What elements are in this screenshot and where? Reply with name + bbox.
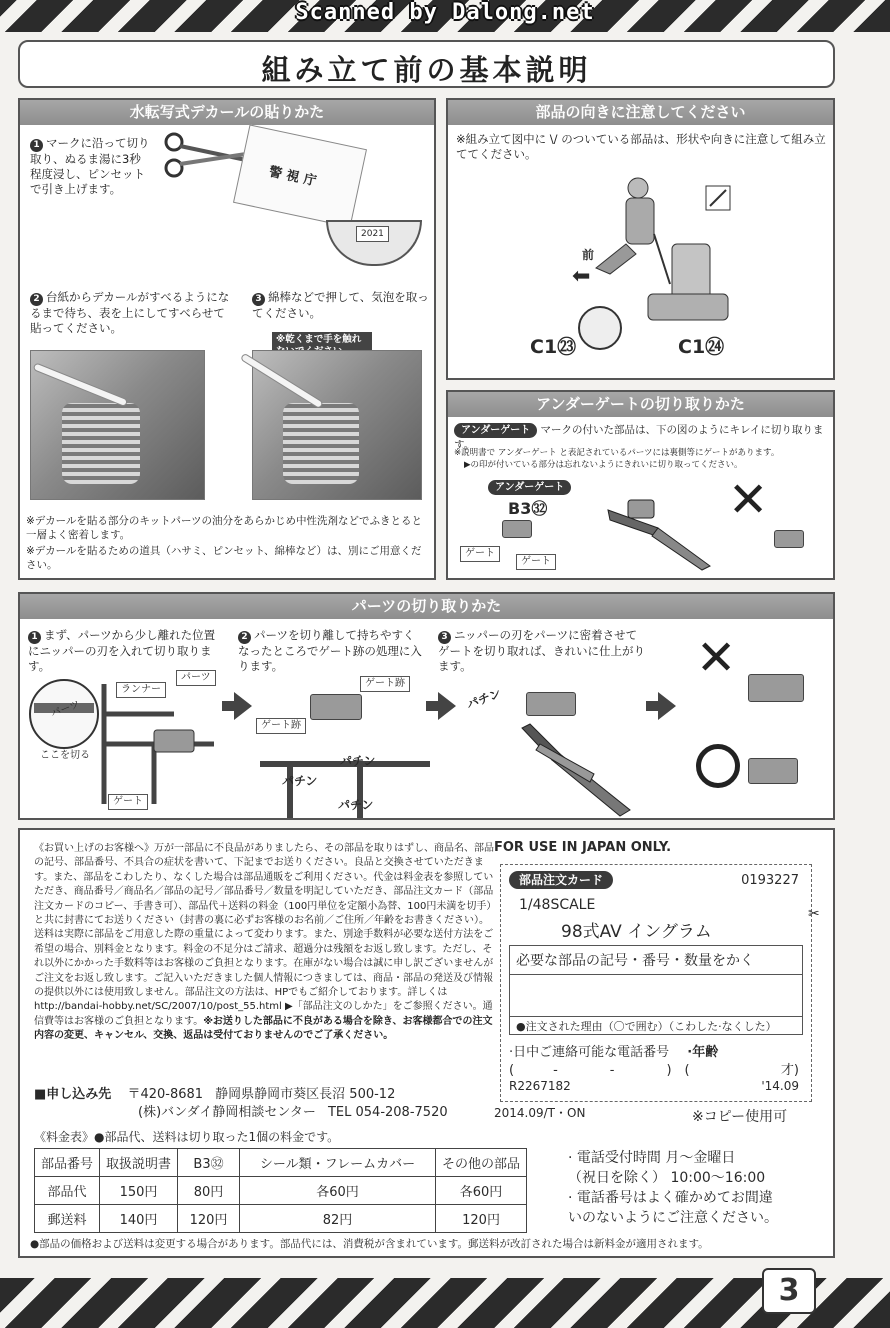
wrong-x-icon: ✕ bbox=[728, 472, 769, 528]
decal-note2: ※デカールを貼るための道具（ハサミ、ピンセット、綿棒など）は、別にご用意ください。 bbox=[26, 545, 422, 571]
decal-panel bbox=[18, 98, 436, 580]
water-bowl bbox=[326, 220, 422, 266]
table-row bbox=[35, 1205, 527, 1233]
card-badge: 部品注文カード bbox=[509, 871, 613, 889]
step-arrow-icon bbox=[658, 692, 676, 720]
apply-label: ■申し込み先 bbox=[34, 1087, 112, 1102]
dry-note: ※乾くまで手を触れ bbox=[272, 332, 372, 360]
bottom-stripe-band bbox=[0, 1278, 890, 1328]
decal-step2 bbox=[30, 290, 230, 336]
gate-mark-label-2: ゲート跡 bbox=[256, 718, 306, 734]
table-cell: 120円 bbox=[178, 1205, 240, 1233]
apply-block bbox=[34, 1086, 494, 1122]
price-header-cell: その他の部品 bbox=[436, 1149, 527, 1177]
order-card bbox=[500, 864, 812, 1102]
apply-center: (株)バンダイ静岡相談センター bbox=[138, 1105, 316, 1120]
cut-here-label: ここを切る bbox=[40, 750, 90, 761]
sfx-1: パチン bbox=[282, 774, 318, 788]
card-product-name: 98式AV イングラム bbox=[561, 922, 712, 942]
table-row bbox=[35, 1177, 527, 1205]
step-number-icon: 1 bbox=[30, 139, 43, 152]
sfx-3: パチン bbox=[338, 798, 374, 812]
card-code: R2267182 bbox=[509, 1079, 571, 1093]
card-age-label: ·年齢 bbox=[687, 1045, 719, 1060]
undergate-note2: ▶の印が付いている部分は忘れないようにきれいに切り取ってください。 bbox=[464, 460, 743, 470]
decal-sheet-text: 警 視 庁 bbox=[267, 164, 318, 190]
step-arrow-icon bbox=[234, 692, 252, 720]
gate-mark-label: ゲート跡 bbox=[360, 676, 410, 692]
card-instruction: 必要な部品の記号・番号・数量をかく bbox=[510, 946, 802, 975]
wrong-x-icon: ✕ bbox=[696, 630, 737, 686]
table-cell: 82円 bbox=[240, 1205, 436, 1233]
card-footer-row bbox=[509, 1079, 803, 1093]
decal-note1: ※デカールを貼る部分のキットパーツの油分をあらかじめ中性洗剤などでふきとると一層よく密着します。 bbox=[26, 515, 423, 541]
nipper-icon bbox=[500, 714, 640, 818]
nipper-icon bbox=[598, 480, 718, 572]
phone-hours-line4: いのないようにご注意ください。 bbox=[568, 1210, 778, 1226]
runner-label: ランナー bbox=[116, 682, 166, 698]
price-header-cell: シール類・フレームカバー bbox=[240, 1149, 436, 1177]
card-header-row bbox=[509, 871, 803, 889]
decal-step1 bbox=[30, 136, 150, 197]
undergate-badge-small: アンダーゲート bbox=[488, 480, 571, 495]
scan-banner: Scanned by Dalong.net bbox=[295, 0, 595, 25]
use-in-japan: FOR USE IN JAPAN ONLY. bbox=[494, 840, 672, 855]
table-cell: 郵送料 bbox=[35, 1205, 100, 1233]
card-age-unit: 才) bbox=[780, 1063, 799, 1078]
decal-tag: 2021 bbox=[356, 226, 389, 242]
page-number: 3 bbox=[762, 1268, 816, 1314]
parts-cutting-header: パーツの切り取りかた bbox=[20, 594, 833, 619]
table-cell: 各60円 bbox=[436, 1177, 527, 1205]
order-notice-bold: ※お送りした部品に不良がある場合を除き、お客様都合での注文内容の変更、キャンセル、交換、返品は受付ておりませんのでご了承ください。 bbox=[34, 1015, 493, 1042]
parts-label: パーツ bbox=[176, 670, 216, 686]
part-label-b: C1㉔ bbox=[678, 336, 725, 358]
apply-address: 静岡県静岡市葵区長沼 500-12 bbox=[215, 1087, 396, 1102]
sfx-2: パチン bbox=[340, 754, 376, 768]
decal-step2-text: 台紙からデカールがすべるようになるまで待ち、表を上にしてすべらせて貼ってください。 bbox=[30, 290, 230, 335]
phone-hours-line3: · 電話番号はよく確かめてお間違 bbox=[568, 1190, 773, 1206]
sfx-4: パチン bbox=[464, 686, 503, 712]
step-number-icon: 2 bbox=[238, 631, 251, 644]
table-cell: 各60円 bbox=[240, 1177, 436, 1205]
card-phone-fill: ( - - ) ( bbox=[509, 1063, 690, 1078]
price-footer-note: ●部品の価格および送料は変更する場合があります。部品代には、消費税が含まれています。郵送料が改訂された場合は新料金が適用されます。 bbox=[30, 1238, 709, 1250]
parts-step3-text: ニッパーの刃をパーツに密着させてゲートを切り取れば、きれいに仕上がります。 bbox=[438, 628, 645, 673]
order-notice-text: 《お買い上げのお客様へ》万が一部品に不良品がありましたら、その部品を取りはずし、商品名、部品の記号、部品番号、不具合の症状を書いて、下記までお送りください。良品と交換させていただきます。また、部品をこわしたり、なくした場合は部品通販をご利用ください。代金は料金表を参照していただき、商品番号／商品名／部品の記号／部品番号／数量を明記していただき、部品注文カード（部品注文カードのコピー、手書き可）、部品代＋送料の料金（100円単位を定額小為替、100円未満を切手）と共に封書にてお送りください（封書の裏に必ずお客様のお名前／ご住所／年齢をお書きください）。送料は実際に部品をご用意した際の重量によって変わります。また、別途手数料が必要な送付方法をご希望の場合、別料金となります。料金の不足分はご請求、超過分は残額をお返し致します。ただし、それ以外にかかった手数料等はお客様のご負担となります。在庫がない場合は誠に申し訳ございませんがご注文をお返し致します。ご記入いただきました個人情報につきましては、商品・部品の発送及び情報の提供以外には使用致しません。部品注文の方法は、HPでもご紹介しております。詳しくはhttp://bandai-hobby.net/SC/2007/10/post_55.html ▶「部品注文のしかた」をご参照ください。通信費等はお客様のご負担となります。 bbox=[34, 843, 494, 1027]
seat-detail-circle bbox=[578, 306, 622, 350]
undergate-part-code: B3㉜ bbox=[508, 499, 548, 518]
parts-cutting-panel bbox=[18, 592, 835, 820]
front-label: 前 bbox=[582, 248, 595, 262]
undergate-header: アンダーゲートの切り取りかた bbox=[448, 392, 833, 417]
card-instruction-box bbox=[509, 945, 803, 1035]
parts-label-inset: パーツ bbox=[49, 699, 82, 720]
order-panel bbox=[18, 828, 835, 1258]
decal-sheet bbox=[233, 124, 367, 227]
gate-label-step1: ゲート bbox=[108, 794, 148, 810]
scissors-icon bbox=[160, 130, 250, 180]
step-number-icon: 3 bbox=[252, 293, 265, 306]
step-number-icon: 2 bbox=[30, 293, 43, 306]
gate-label: ゲート bbox=[460, 546, 500, 562]
card-scale: 1/48SCALE bbox=[519, 897, 596, 913]
gate-label-2: ゲート bbox=[516, 554, 556, 570]
orientation-header: 部品の向きに注意してください bbox=[448, 100, 833, 125]
price-table bbox=[34, 1148, 527, 1233]
scissors-cut-icon: ✂ bbox=[808, 906, 820, 922]
step-number-icon: 3 bbox=[438, 631, 451, 644]
price-header-cell: 取扱説明書 bbox=[100, 1149, 178, 1177]
wrong-part bbox=[748, 674, 804, 702]
undergate-note1: ※説明書で アンダーゲート と表記されているパーツには裏側等にゲートがあります。 bbox=[454, 448, 780, 458]
card-phone-fill-row[interactable] bbox=[509, 1059, 803, 1078]
table-cell: 120円 bbox=[436, 1205, 527, 1233]
parts-step1 bbox=[28, 628, 218, 674]
page-title: 組み立て前の基本説明 bbox=[261, 53, 592, 87]
copy-ok: ※コピー使用可 bbox=[692, 1109, 788, 1125]
decal-step1-text: マークに沿って切り取り、ぬるま湯に3秒程度浸し、ピンセットで引き上げます。 bbox=[30, 136, 150, 196]
decal-step3 bbox=[252, 290, 432, 321]
phone-hours-line2: （祝日を除く） 10:00～16:00 bbox=[568, 1170, 766, 1186]
price-header-cell: B3㉜ bbox=[178, 1149, 240, 1177]
correct-o-icon bbox=[696, 744, 740, 788]
table-cell: 150円 bbox=[100, 1177, 178, 1205]
undergate-lead: マークの付いた部品は、下の図のようにキレイに切り取ります。 bbox=[454, 424, 824, 451]
price-table-header bbox=[35, 1149, 527, 1177]
table-cell: 部品代 bbox=[35, 1177, 100, 1205]
wrong-part bbox=[774, 530, 804, 548]
table-cell: 80円 bbox=[178, 1177, 240, 1205]
parts-step3 bbox=[438, 628, 648, 674]
card-entry-area[interactable] bbox=[510, 975, 802, 1017]
cut-part bbox=[310, 694, 362, 720]
price-header-cell: 部品番号 bbox=[35, 1149, 100, 1177]
front-arrow-icon: ⬅ bbox=[572, 264, 591, 289]
part-label-a: C1㉓ bbox=[530, 336, 577, 358]
apply-tel: TEL 054-208-7520 bbox=[327, 1105, 448, 1120]
undergate-part bbox=[502, 520, 532, 538]
card-reason: ●注文された理由（〇で囲む）（こわした·なくした） bbox=[516, 1020, 777, 1033]
finishing-part bbox=[526, 692, 576, 716]
parts-step2 bbox=[238, 628, 424, 674]
order-notice bbox=[34, 842, 496, 1044]
table-cell: 140円 bbox=[100, 1205, 178, 1233]
phone-hours-line1: · 電話受付時間 月～金曜日 bbox=[568, 1150, 736, 1166]
card-number: 0193227 bbox=[741, 873, 799, 888]
correct-part bbox=[748, 758, 798, 784]
step-number-icon: 1 bbox=[28, 631, 41, 644]
parts-step2-text: パーツを切り離して持ちやすくなったところでゲート跡の処理に入ります。 bbox=[238, 628, 422, 673]
page-title-box bbox=[18, 40, 835, 88]
decal-header: 水転写式デカールの貼りかた bbox=[20, 100, 434, 125]
card-phone-label: ·日中ご連絡可能な電話番号 bbox=[509, 1045, 670, 1060]
fee-caption: 《料金表》●部品代、送料は切り取った1個の料金です。 bbox=[34, 1130, 340, 1144]
orientation-note: ※組み立て図中に \/ のついている部品は、形状や向きに注意して組み立ててください。 bbox=[456, 132, 826, 161]
card-phone-row bbox=[509, 1041, 803, 1060]
parts-step1-text: まず、パーツから少し離れた位置にニッパーの刃を入れて切り取ります。 bbox=[28, 628, 216, 673]
undergate-panel bbox=[446, 390, 835, 580]
decal-step3-text: 綿棒などで押して、気泡を取ってください。 bbox=[252, 290, 429, 320]
print-date: 2014.09/T・ON bbox=[494, 1106, 586, 1120]
step-arrow-icon bbox=[438, 692, 456, 720]
undergate-badge: アンダーゲート bbox=[454, 423, 537, 438]
card-date: '14.09 bbox=[761, 1079, 799, 1093]
apply-postal: 〒420-8681 bbox=[127, 1087, 204, 1102]
orientation-panel bbox=[446, 98, 835, 380]
phone-hours bbox=[568, 1148, 830, 1228]
